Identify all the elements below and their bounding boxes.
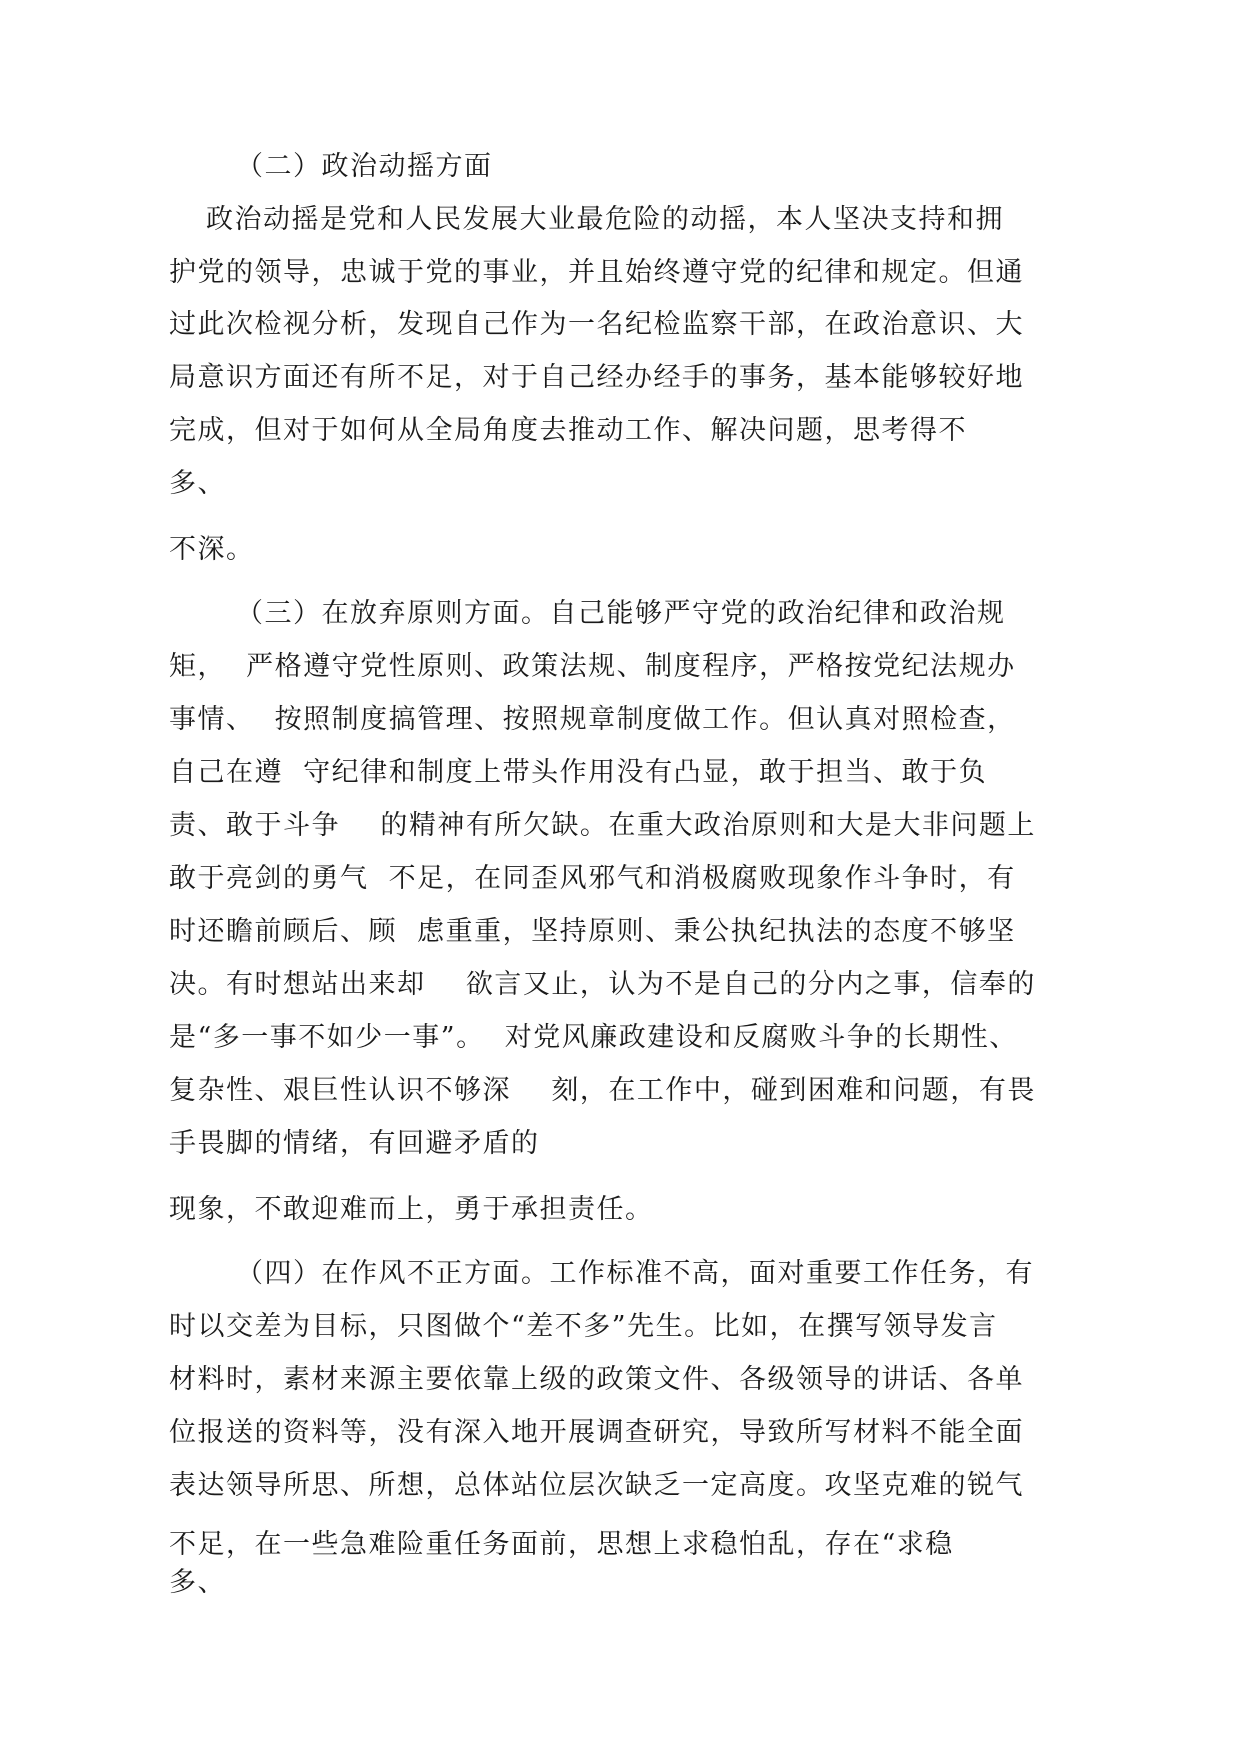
paragraph-line: 不足，在一些急难险重任务面前，思想上求稳怕乱，存在“求稳 [169, 1529, 954, 1560]
paragraph-line: 自己在遵 守纪律和制度上带头作用没有凸显，敢于担当、敢于负 [169, 757, 988, 788]
paragraph-line: 敢于亮剑的勇气 不足，在同歪风邪气和消极腐败现象作斗争时，有 [169, 863, 1016, 894]
paragraph-line: 不深。 [169, 534, 255, 565]
paragraph-line: 多、 [169, 1567, 226, 1598]
paragraph-line: 手畏脚的情绪，有回避矛盾的 [169, 1128, 540, 1159]
paragraph-line: 材料时，素材来源主要依靠上级的政策文件、各级领导的讲话、各单 [169, 1364, 1024, 1395]
paragraph-line: 决。有时想站出来却 欲言又止，认为不是自己的分内之事，信奉的 [169, 969, 1036, 1000]
section-heading-4: （四）在作风不正方面。工作标准不高，面对重要工作任务，有 [236, 1258, 1034, 1289]
paragraph-line: 政治动摇是党和人民发展大业最危险的动摇，本人坚决支持和拥 [206, 204, 1004, 235]
paragraph-line: 是“多一事不如少一事”。 对党风廉政建设和反腐败斗争的长期性、 [169, 1022, 1018, 1053]
paragraph-line: 局意识方面还有所不足，对于自己经办经手的事务，基本能够较好地 [169, 362, 1024, 393]
paragraph-line: 表达领导所思、所想，总体站位层次缺乏一定高度。攻坚克难的锐气 [169, 1470, 1024, 1501]
section-heading-2: （二）政治动摇方面 [236, 151, 493, 182]
paragraph-line: 完成，但对于如何从全局角度去推动工作、解决问题，思考得不 [169, 415, 967, 446]
paragraph-line: 复杂性、艰巨性认识不够深 刻，在工作中，碰到困难和问题，有畏 [169, 1075, 1036, 1106]
paragraph-line: 矩， 严格遵守党性原则、政策法规、制度程序，严格按党纪法规办 [169, 651, 1016, 682]
paragraph-line: 过此次检视分析，发现自己作为一名纪检监察干部，在政治意识、大 [169, 309, 1024, 340]
paragraph-line: 护党的领导，忠诚于党的事业，并且始终遵守党的纪律和规定。但通 [169, 257, 1024, 288]
paragraph-line: 责、敢于斗争 的精神有所欠缺。在重大政治原则和大是大非问题上 [169, 810, 1036, 841]
paragraph-line: 多、 [169, 468, 226, 499]
paragraph-line: 时以交差为目标，只图做个“差不多”先生。比如，在撰写领导发言 [169, 1311, 998, 1342]
paragraph-line: 事情、 按照制度搞管理、按照规章制度做工作。但认真对照检查， [169, 704, 1016, 735]
paragraph-line: 现象，不敢迎难而上，勇于承担责任。 [169, 1194, 654, 1225]
paragraph-line: 位报送的资料等，没有深入地开展调查研究，导致所写材料不能全面 [169, 1417, 1024, 1448]
section-heading-3: （三）在放弃原则方面。自己能够严守党的政治纪律和政治规 [236, 598, 1006, 629]
paragraph-line: 时还瞻前顾后、顾 虑重重，坚持原则、秉公执纪执法的态度不够坚 [169, 916, 1016, 947]
